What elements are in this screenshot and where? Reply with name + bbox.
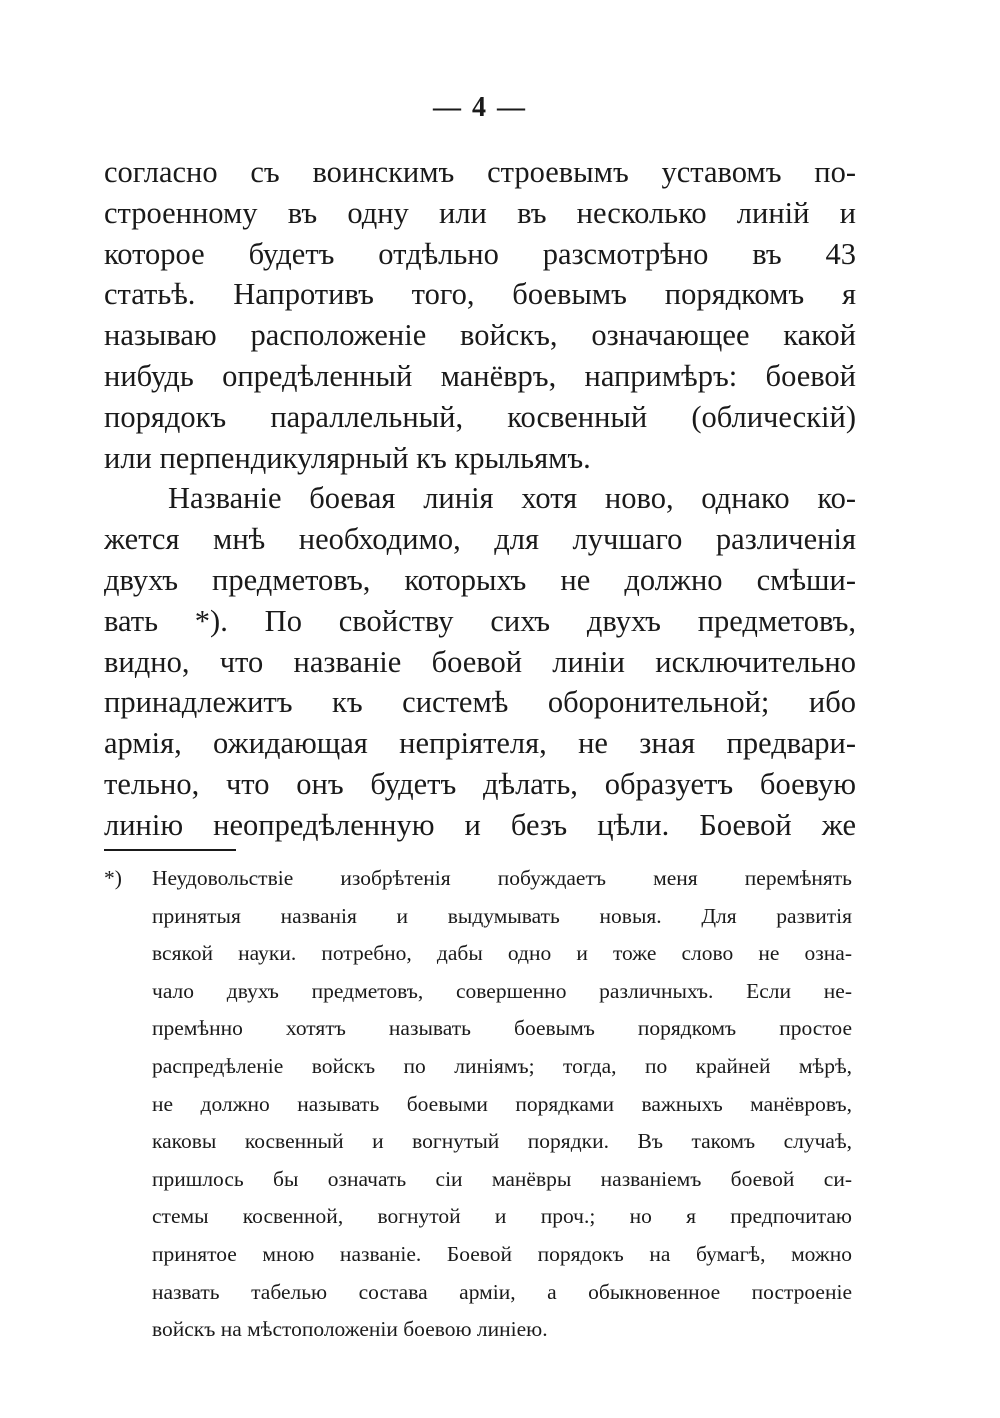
footnote-mark: *) xyxy=(104,866,122,890)
text-line: Названіе боевая линія хотя ново, однако ко- xyxy=(168,481,856,516)
footnote-line: распредѣленіе войскъ по линіямъ; тогда, по крайней мѣрѣ, xyxy=(152,1053,852,1078)
text-line: согласно съ воинскимъ строевымъ уставомъ по- xyxy=(104,155,856,189)
footnote-line: чало двухъ предметовъ, совершенно различныхъ. Если не- xyxy=(152,978,852,1003)
footnote-line: войскъ на мѣстоположеніи боевою линіею. xyxy=(152,1317,548,1342)
text-line: армія, ожидающая непріятеля, не зная предвари- xyxy=(104,726,856,761)
footnote-line: премѣнно хотятъ называть боевымъ порядкомъ простое xyxy=(152,1016,852,1041)
footnote xyxy=(104,860,852,1349)
footnote-line: принятое мною названіе. Боевой порядокъ на бумагѣ, можно xyxy=(152,1241,852,1266)
text-line: порядокъ параллельный, косвенный (облическій) xyxy=(104,399,856,434)
text-line: вать *). По свойству сихъ двухъ предметовъ, xyxy=(104,603,856,638)
footnote-line: назвать табелью состава арміи, а обыкновенное построеніе xyxy=(152,1279,852,1304)
text-line: называю расположеніе войскъ, означающее какой xyxy=(104,318,856,353)
text-line: двухъ предметовъ, которыхъ не должно смѣши- xyxy=(104,562,856,597)
footnote-line xyxy=(104,860,852,898)
text-line: строенному въ одну или въ несколько линій и xyxy=(104,195,856,230)
text-line: которое будетъ отдѣльно разсмотрѣно въ 43 xyxy=(104,236,856,271)
text-line: жется мнѣ необходимо, для лучшаго различенія xyxy=(104,522,856,557)
page-number: — 4 — xyxy=(433,92,527,123)
footnote-line: каковы косвенный и вогнутый порядки. Въ такомъ случаѣ, xyxy=(152,1129,852,1154)
footnote-divider xyxy=(104,849,236,851)
footnote-line: принятыя названія и выдумывать новыя. Для развитія xyxy=(152,903,852,928)
footnote-line: всякой науки. потребно, дабы одно и тоже слово не озна- xyxy=(152,941,852,966)
text-line: статьѣ. Напротивъ того, боевымъ порядкомъ я xyxy=(104,277,856,312)
text-line: линію неопредѣленную и безъ цѣли. Боевой же xyxy=(104,807,856,842)
footnote-line-text: Неудовольствіе изобрѣтенія побуждаетъ меня перемѣнять xyxy=(152,866,852,890)
footnote-line: не должно называть боевыми порядками важныхъ манёвровъ, xyxy=(152,1091,852,1116)
text-line: тельно, что онъ будетъ дѣлать, образуетъ боевую xyxy=(104,766,856,801)
main-text xyxy=(104,152,856,846)
text-line: или перпендикулярный къ крыльямъ. xyxy=(104,440,591,475)
text-line: принадлежитъ къ системѣ оборонительной; ибо xyxy=(104,685,856,720)
text-line: нибудь опредѣленный манёвръ, напримѣръ: боевой xyxy=(104,358,856,393)
footnote-line: стемы косвенной, вогнутой и проч.; но я предпочитаю xyxy=(152,1204,852,1229)
footnote-line: пришлось бы означать сіи манёвры названіемъ боевой си- xyxy=(152,1166,852,1191)
text-line: видно, что названіе боевой линіи исключительно xyxy=(104,644,856,679)
